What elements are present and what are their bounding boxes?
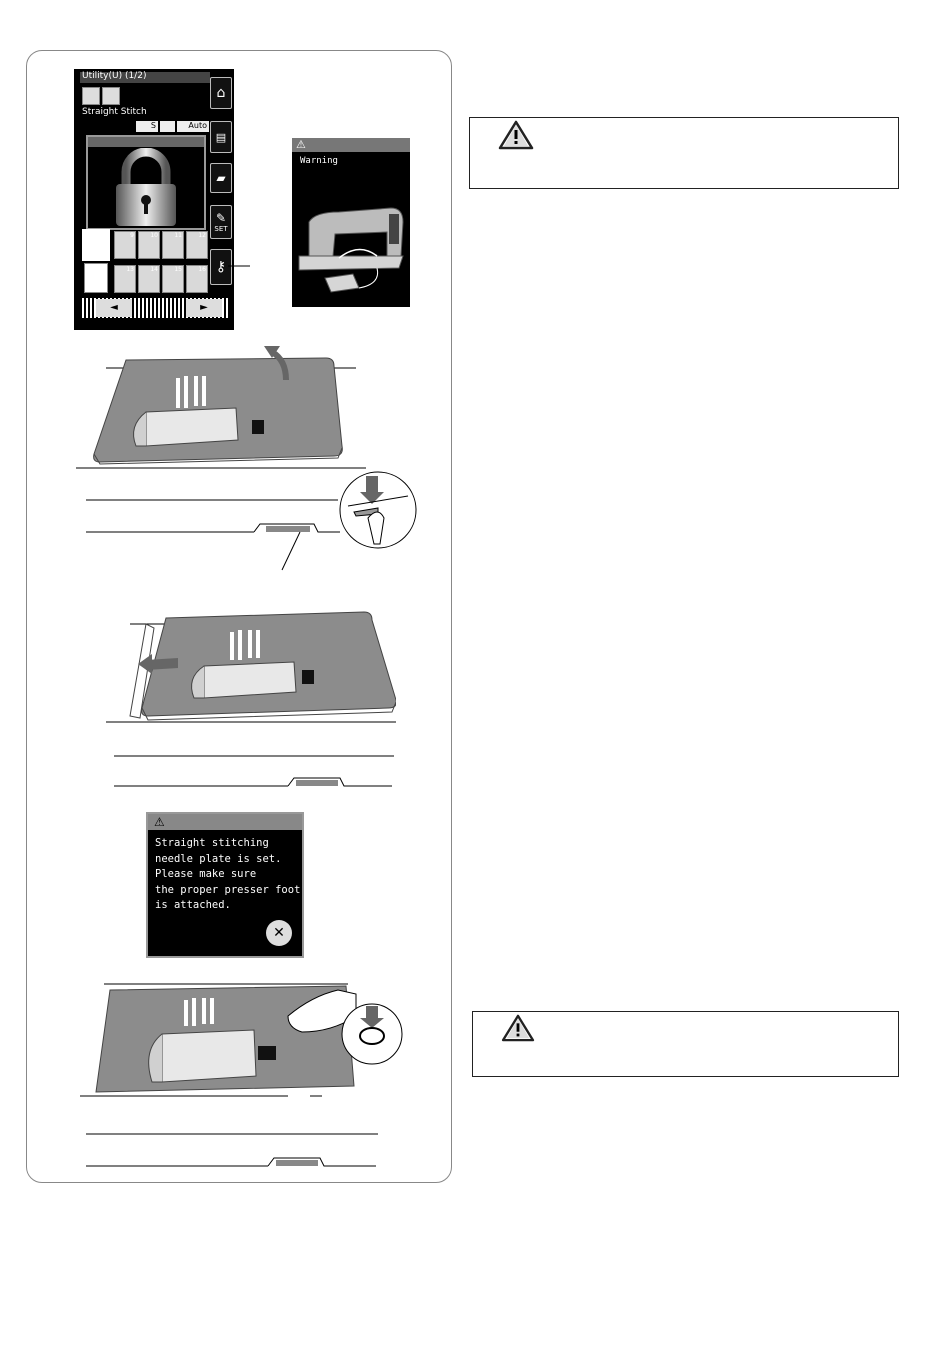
message-line: the proper presser foot <box>155 883 301 896</box>
twin-needle-icon[interactable] <box>102 87 120 105</box>
message-line: is attached. <box>155 899 231 912</box>
page-nav-bar <box>82 298 228 318</box>
message-line: Please make sure <box>155 868 257 881</box>
tile-number: 12 <box>198 232 206 239</box>
stitch-tile[interactable] <box>114 265 136 293</box>
caution-box <box>469 117 899 189</box>
stitch-tile[interactable] <box>186 231 208 259</box>
message-line: Straight stitching <box>155 837 269 849</box>
needle-plate-lift-illustration <box>76 340 376 470</box>
lcd-main-screen <box>74 69 234 330</box>
padlock-icon <box>88 148 204 228</box>
lcd-title: Utility(U) (1/2) <box>82 71 147 81</box>
tile-number: 10 <box>150 232 158 239</box>
caution-triangle-icon <box>501 1014 535 1042</box>
stitch-tile[interactable] <box>186 265 208 293</box>
needle-plate-attach-illustration <box>76 976 416 1176</box>
close-x-icon: ✕ <box>273 925 285 941</box>
folder-icon: ▰ <box>216 171 226 185</box>
wrench-icon: ✎ <box>215 211 227 225</box>
stitch-name: Straight Stitch <box>82 107 147 117</box>
release-lever-illustration <box>78 466 418 576</box>
needle-position-icon[interactable] <box>82 87 100 105</box>
caution-box <box>472 1011 899 1077</box>
mode-switch-button[interactable] <box>210 121 232 153</box>
tile-number: 9 <box>130 232 134 239</box>
tile-number: 13 <box>126 266 134 273</box>
caution-triangle-icon <box>498 120 534 150</box>
tile-number: 16 <box>198 266 206 273</box>
leader-line <box>228 258 268 278</box>
stitch-tile[interactable] <box>114 231 136 259</box>
prev-page-button[interactable]: ◄ <box>96 299 132 317</box>
tile-number: 14 <box>150 266 158 273</box>
key-icon: ⚷ <box>215 259 227 275</box>
caution-triangle-icon: ⚠ <box>154 815 165 829</box>
tile-number: 15 <box>174 266 182 273</box>
message-text <box>155 836 300 914</box>
set-button[interactable] <box>210 205 232 239</box>
stitch-tile[interactable] <box>138 231 160 259</box>
lcd-warning-screen <box>292 138 410 307</box>
stitch-tile[interactable] <box>138 265 160 293</box>
caution-triangle-icon: ⚠ <box>296 138 306 151</box>
foot-badge-label: S <box>150 121 156 130</box>
close-button[interactable] <box>266 920 292 946</box>
auto-badge <box>177 121 209 132</box>
home-icon: ⌂ <box>216 85 226 101</box>
lcd-message-screen <box>146 812 304 958</box>
next-page-button[interactable]: ► <box>186 299 222 317</box>
stitch-tile[interactable] <box>162 265 184 293</box>
auto-badge-label: Auto <box>188 121 207 130</box>
feed-dog-badge <box>160 121 175 132</box>
warning-title: Warning <box>300 156 338 166</box>
stitch-tile[interactable] <box>162 231 184 259</box>
machine-illustration <box>295 172 407 304</box>
needle-plate-remove-illustration <box>106 608 396 788</box>
presser-foot-badge <box>136 121 158 132</box>
lock-popup <box>86 135 206 230</box>
stitch-grid <box>82 229 208 295</box>
presser-foot-tile[interactable] <box>84 263 108 293</box>
home-button[interactable] <box>210 77 232 109</box>
file-folder-button[interactable] <box>210 163 232 193</box>
tile-number: 11 <box>174 232 182 239</box>
set-label: SET <box>214 225 228 233</box>
message-line: needle plate is set. <box>155 852 282 865</box>
mode-switch-icon: ▤ <box>215 130 227 144</box>
